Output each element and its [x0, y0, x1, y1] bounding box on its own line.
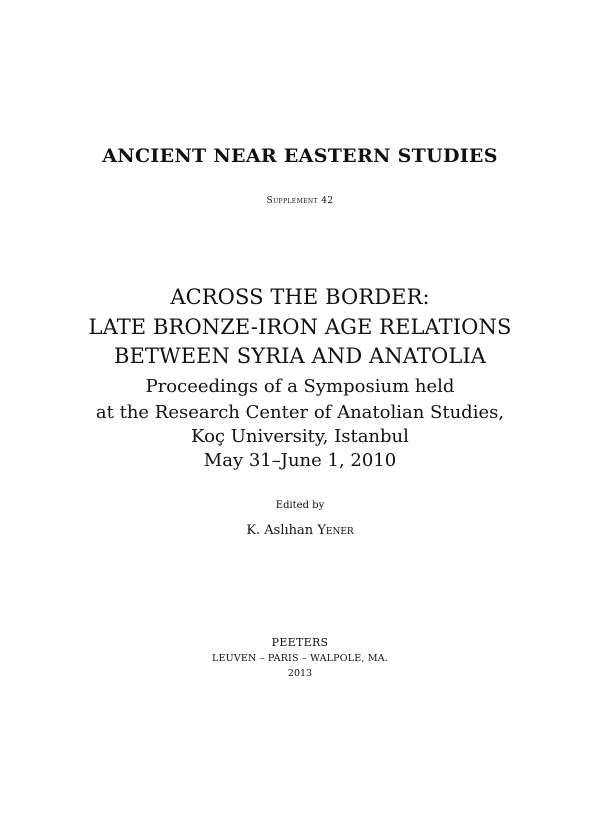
- subtitle-line-3: Koç University, Istanbul: [191, 426, 409, 447]
- book-title-line-3: BETWEEN SYRIA AND ANATOLIA: [113, 344, 487, 368]
- editor-surname: Yener: [317, 523, 354, 538]
- subtitle-line-2: at the Research Center of Anatolian Studies,: [95, 402, 505, 423]
- subtitle-line-4: May 31–June 1, 2010: [203, 450, 397, 471]
- publisher-name: PEETERS: [271, 636, 329, 649]
- edited-by-label: Edited by: [275, 500, 325, 511]
- book-title-line-2: LATE BRONZE-IRON AGE RELATIONS: [88, 315, 512, 339]
- subtitle-line-1: Proceedings of a Symposium held: [145, 376, 455, 397]
- publication-year: 2013: [287, 668, 313, 679]
- editor-given-name: K. Aslıhan: [246, 523, 314, 538]
- supplement-number: Supplement 42: [266, 196, 334, 206]
- editor-name: [0, 524, 600, 537]
- series-title: ANCIENT NEAR EASTERN STUDIES: [102, 145, 498, 167]
- book-title-line-1: ACROSS THE BORDER:: [170, 285, 430, 309]
- publisher-places: LEUVEN – PARIS – WALPOLE, MA.: [211, 653, 389, 664]
